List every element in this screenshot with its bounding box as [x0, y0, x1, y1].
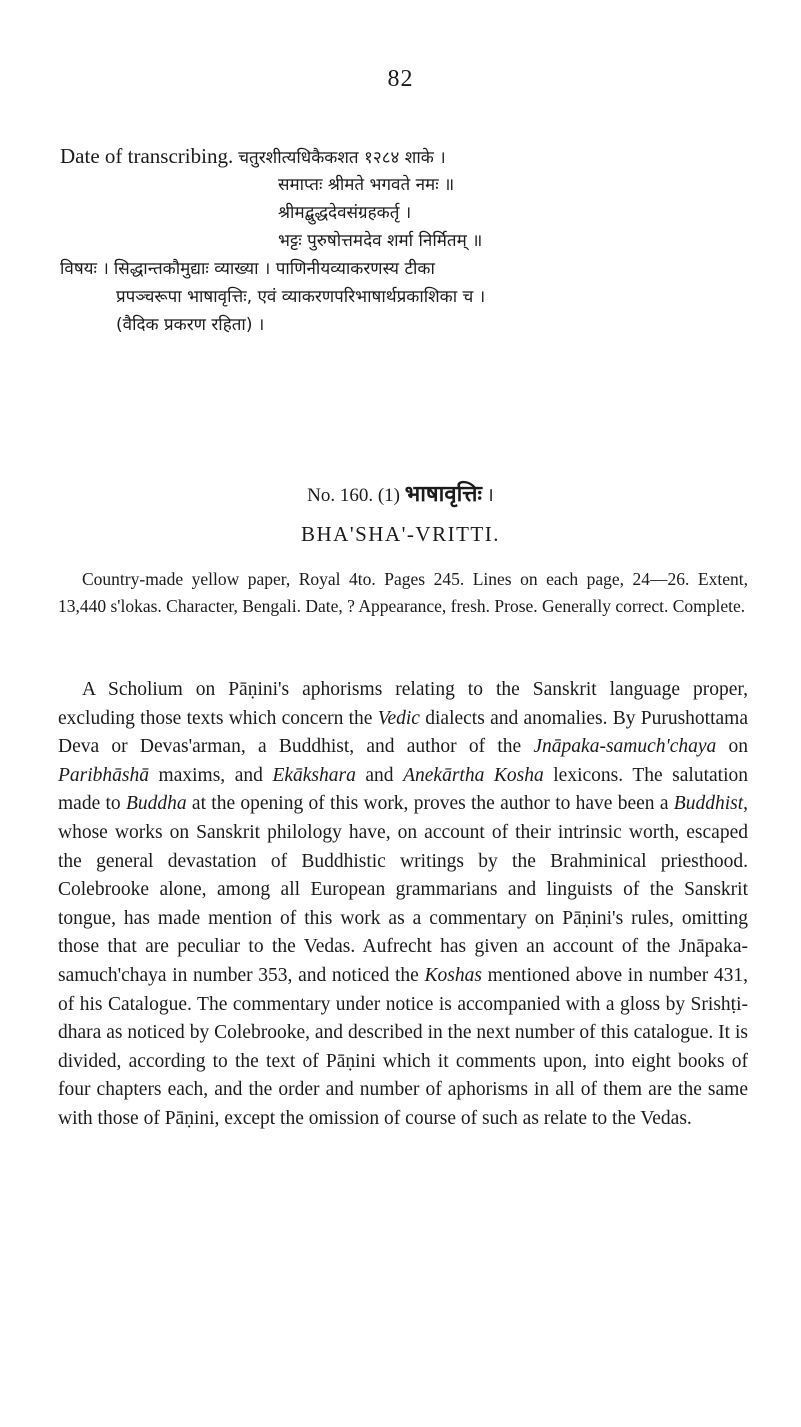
italic-term: Paribhāshā — [58, 764, 150, 786]
entry-title: BHA'SHA'-VRITTI. — [301, 522, 500, 546]
body-text-run: at the opening of this work, proves the author to have been a — [186, 793, 674, 815]
date-line-4 — [60, 226, 750, 254]
body-text-run: maxims, and — [149, 764, 273, 786]
body-text-run: A Scholium on Pāṇini's aphorisms relating to the Sanskrit language proper, excluding those texts which concern the — [58, 679, 748, 729]
remarks-line-3 — [60, 310, 750, 338]
remarks-devanagari-line: प्रपञ्चरूपा भाषावृत्तिः, एवं व्याकरणपरिभाषार्थप्रकाशिका च । — [116, 287, 486, 307]
entry-number: No. 160. (1) — [307, 485, 401, 506]
remarks-devanagari-line: सिद्धान्तकौमुद्याः व्याख्या । पाणिनीयव्याकरणस्य टीका — [113, 259, 435, 279]
body-text-run: dialects and anomalies. By Purushottama Deva or Devas'arman, a Buddhist, and author of the — [58, 707, 748, 758]
italic-term: Buddha — [125, 793, 187, 815]
date-devanagari-line: भट्टः पुरुषोत्तमदेव शर्मा निर्मितम् ॥ — [278, 231, 483, 251]
date-line-3 — [60, 198, 750, 226]
remarks-line-2 — [60, 282, 750, 310]
date-line-1 — [60, 142, 750, 170]
italic-term: Ekākshara — [272, 764, 356, 786]
italic-term: Jnāpaka-samuch'chaya — [533, 736, 717, 758]
entry-header — [0, 478, 801, 508]
transcription-date-block — [60, 142, 750, 338]
date-devanagari-line: चतुरशीत्यधिकैकशत १२८४ शाके । — [238, 148, 446, 168]
italic-term: Anekārtha Kosha — [403, 764, 544, 786]
date-devanagari-line: समाप्तः श्रीमते भगवते नमः ॥ — [278, 175, 455, 195]
date-label: Date of transcribing. — [60, 144, 234, 168]
entry-description: Country-made yellow paper, Royal 4to. Pages 245. Lines on each page, 24—26. Extent, 13,440 s'lokas. Character, Bengali. Date, ? Appearance, fresh. Prose. Generally correct. Complete. — [58, 569, 748, 616]
remarks-label: विषयः । — [60, 259, 109, 279]
date-devanagari-line: श्रीमद्बुद्धदेवसंग्रहकर्तृ । — [278, 203, 412, 223]
body-text-run: lexicons. The salutation made to — [58, 764, 748, 815]
body-text-run: mentioned above in number 431, of his Catalogue. The commentary under notice is accompanied with a gloss by Srishṭi-dhara as noticed by Colebrooke, and described in the next number of this catalogue. It is divided, according to the text of Pāṇini which it comments upon, into eight books of four chapters each, and the order and number of aphorisms in all of them are the same with those of Pāṇini, except the omission of course of such as relate to the Vedas. — [58, 964, 749, 1129]
entry-body-paragraph — [58, 676, 748, 1134]
date-line-2 — [60, 170, 750, 198]
remarks-line-1 — [60, 254, 750, 282]
body-text-run: , whose works on Sanskrit philology have, on account of their intrinsic worth, escaped the general devastation of Buddhistic writings by the Brahminical priesthood. Colebrooke alone, among all European grammarians and linguists of the Sanskrit tongue, has made mention of this work as a commentary on Pāṇini's rules, omitting those that are peculiar to the Vedas. Aufrecht has given an account of the Jnāpaka-samuch'chaya in number 353, and noticed the — [58, 793, 748, 986]
remarks-devanagari-line: (वैदिक प्रकरण रहिता) । — [116, 315, 265, 335]
italic-term: Koshas — [424, 964, 482, 986]
page-number: 82 — [387, 66, 414, 92]
body-text-run: and — [355, 764, 404, 786]
entry-devanagari-danda: । — [486, 485, 494, 506]
entry-devanagari-title: भाषावृत्तिः — [404, 482, 482, 507]
italic-term: Buddhist — [673, 793, 744, 815]
body-text-run: on — [716, 736, 749, 758]
italic-term: Vedic — [377, 707, 420, 729]
